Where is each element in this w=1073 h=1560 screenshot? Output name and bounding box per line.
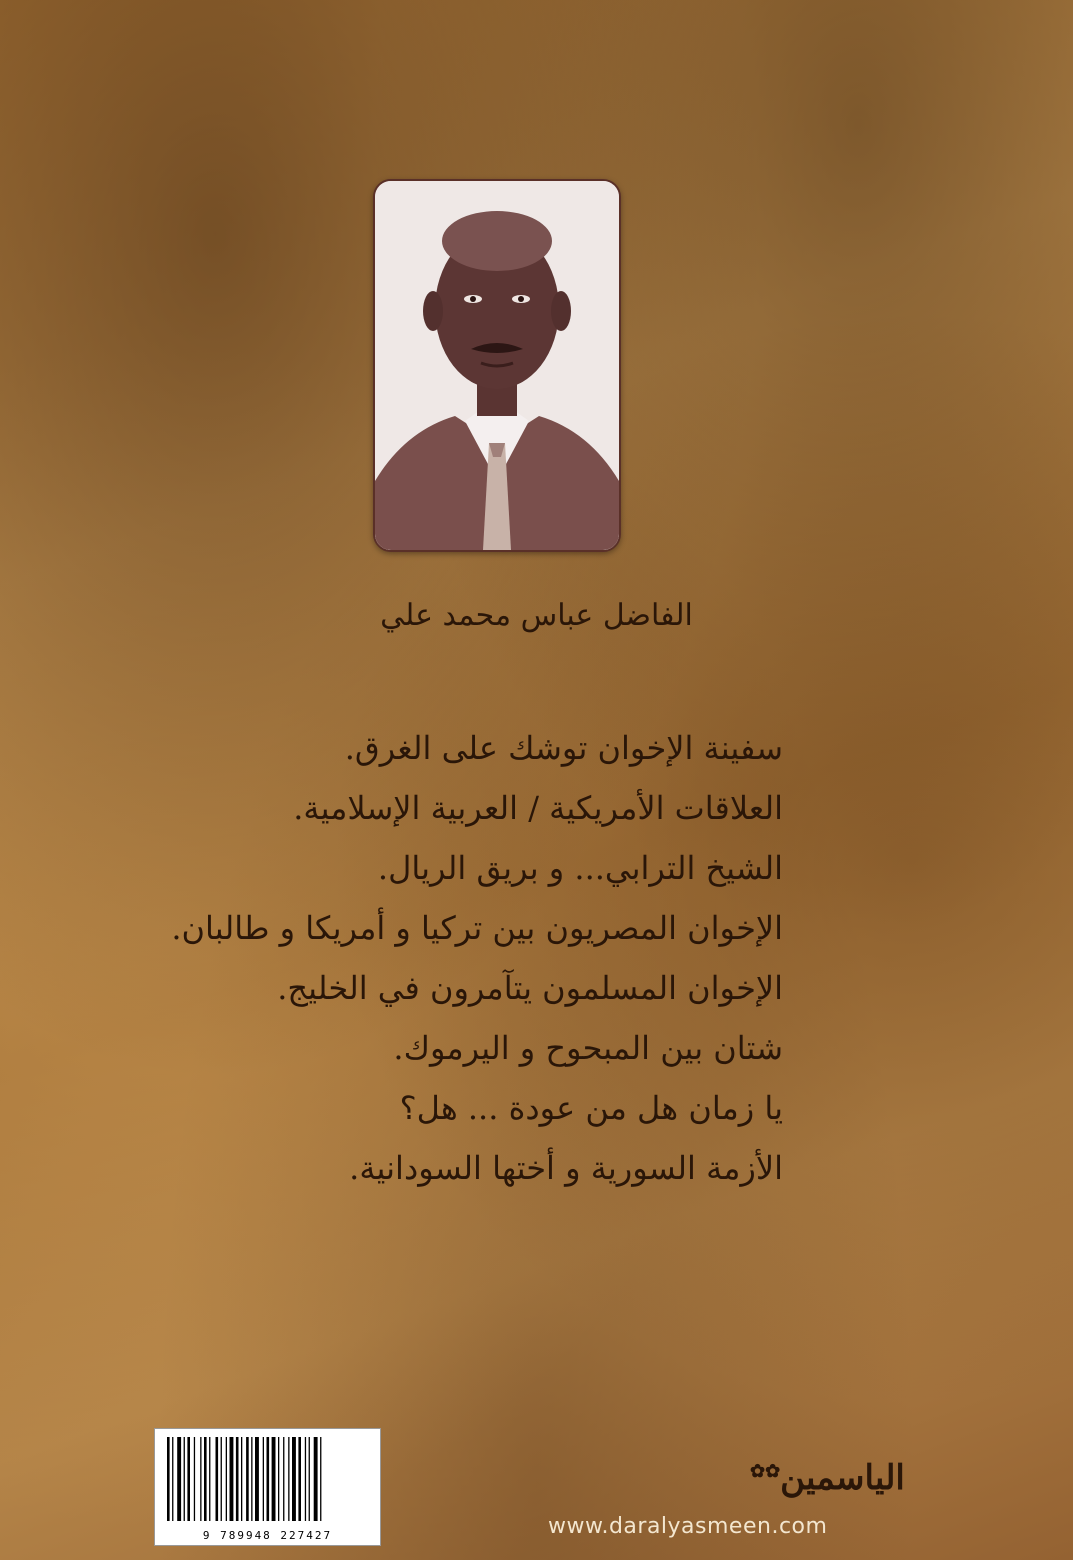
barcode-bar [267, 1437, 270, 1521]
barcode-bar [314, 1437, 318, 1521]
barcode-bar [320, 1437, 321, 1521]
title-line: يا زمان هل من عودة ... هل؟ [399, 1089, 783, 1127]
publisher-name: الياسمين [780, 1458, 905, 1498]
barcode-bar [309, 1437, 310, 1521]
isbn-barcode [154, 1428, 381, 1546]
barcode-bar [278, 1437, 279, 1521]
publisher-website: www.daralyasmeen.com [548, 1514, 828, 1539]
barcode-bar [209, 1437, 210, 1521]
titles-list [171, 718, 783, 1198]
barcode-bar [288, 1437, 289, 1521]
barcode-bar [184, 1437, 185, 1521]
author-name: الفاضل عباس محمد علي [380, 598, 693, 633]
barcode-bar [167, 1437, 170, 1521]
publisher-logo [748, 1458, 905, 1498]
barcode-bars [155, 1429, 380, 1525]
barcode-bar [200, 1437, 201, 1521]
barcode-bar [272, 1437, 276, 1521]
barcode-bar [292, 1437, 296, 1521]
barcode-bar [226, 1437, 227, 1521]
barcode-bar [177, 1437, 181, 1521]
barcode-number: 9 789948 227427 [202, 1529, 333, 1542]
barcode-bar [187, 1437, 190, 1521]
barcode-bar [255, 1437, 259, 1521]
title-line: شتان بين المبحوح و اليرموك. [393, 1029, 783, 1067]
barcode-bar [298, 1437, 301, 1521]
title-line: الإخوان المصريون بين تركيا و أمريكا و طالبان. [171, 909, 783, 947]
title-line: الإخوان المسلمون يتآمرون في الخليج. [277, 969, 783, 1007]
barcode-bar [194, 1437, 195, 1521]
barcode-bar [241, 1437, 242, 1521]
barcode-bar [230, 1437, 234, 1521]
barcode-bar [246, 1437, 249, 1521]
barcode-bar [204, 1437, 207, 1521]
title-line: العلاقات الأمريكية / العربية الإسلامية. [293, 789, 783, 827]
barcode-bar [251, 1437, 252, 1521]
barcode-bar [236, 1437, 239, 1521]
title-line: الأزمة السورية و أختها السودانية. [349, 1149, 783, 1187]
jasmine-flower-icon: ✿✿ [750, 1460, 781, 1482]
title-line: سفينة الإخوان توشك على الغرق. [344, 729, 783, 767]
author-photo [373, 179, 621, 552]
barcode-bar [263, 1437, 264, 1521]
barcode-bar [221, 1437, 222, 1521]
barcode-bar [283, 1437, 284, 1521]
title-line: الشيخ الترابي... و بريق الريال. [377, 849, 783, 887]
barcode-bar [172, 1437, 173, 1521]
barcode-bar [305, 1437, 306, 1521]
barcode-bar [216, 1437, 219, 1521]
